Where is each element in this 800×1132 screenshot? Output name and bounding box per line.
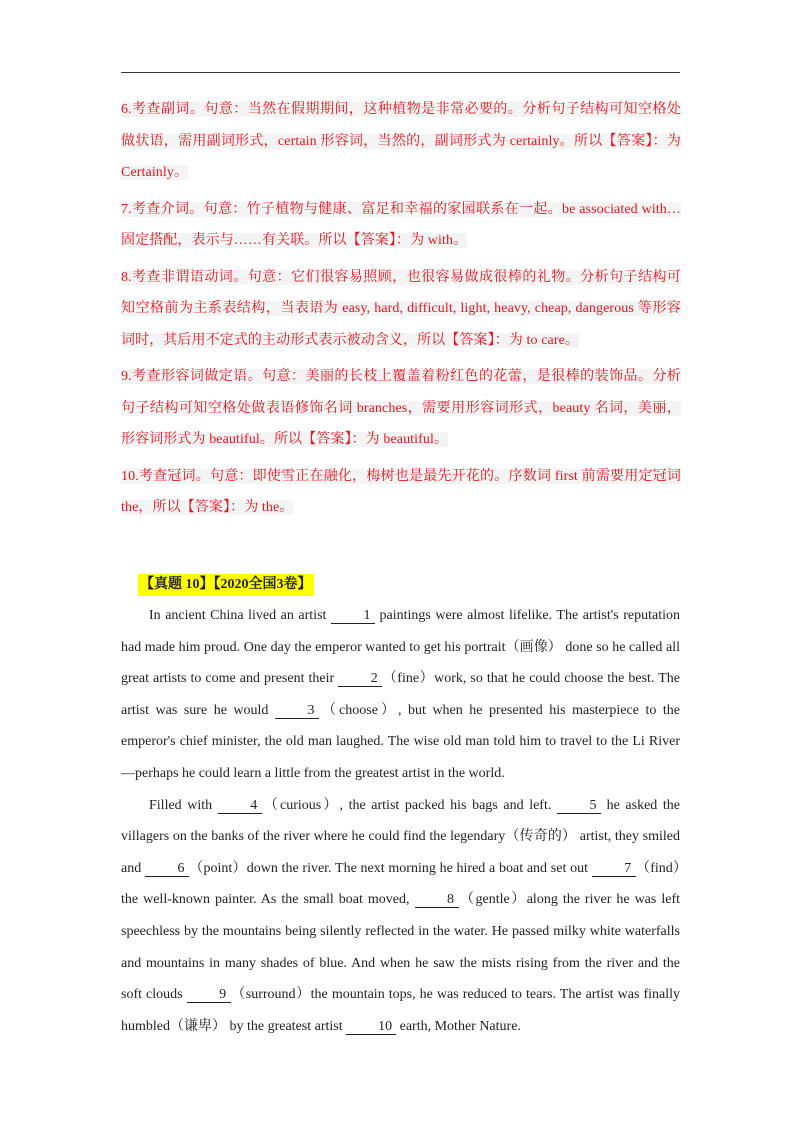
p1-text-2: paintings were almost lifelike. The artist's reputation had made him proud. One day the emperor wanted to get his portrait（画像） done so he called all great artists to come and present their: [121, 608, 680, 687]
answer-6: [121, 94, 681, 189]
header-rule: [121, 72, 680, 73]
blank-9: 9: [187, 988, 231, 1003]
answer-7-text: 7.考查介词。句意：竹子植物与健康、富足和幸福的家园联系在一起。be associated with…固定搭配，表示与……有关联。所以【答案】：为 with。: [121, 201, 681, 248]
p2-text-8: earth, Mother Nature.: [396, 1018, 521, 1034]
p2-text-2: （curious）, the artist packed his bags and left.: [261, 797, 557, 813]
blank-4: 4: [218, 799, 262, 814]
p1-text-3: （fine）work, so that he could choose the best. The artist was sure he would: [121, 671, 680, 718]
cloze-passage: [121, 600, 680, 1042]
blank-7: 7: [592, 862, 636, 877]
blank-1: 1: [331, 609, 375, 624]
p2-text-7: （surround）the mountain tops, he was reduced to tears. The artist was finally humbled（谦卑） by the greatest artist: [121, 987, 680, 1034]
p2-text-1: Filled with: [149, 797, 218, 813]
p2-text-3: he asked the villagers on the banks of the river where he could find the legendary（传奇的） artist, they smiled and: [121, 797, 680, 876]
blank-5: 5: [557, 799, 601, 814]
p2-text-5: （find）the well-known painter. As the small boat moved,: [121, 860, 680, 908]
blank-6: 6: [145, 862, 189, 877]
passage-paragraph-2: [121, 790, 680, 1043]
p1-text-4: （choose）, but when he presented his masterpiece to the emperor's chief minister, the old man laughed. The wise old man told him to travel to the Li River—perhaps he could learn a little from the greatest artist in the world.: [121, 702, 681, 781]
answer-8: [121, 262, 681, 357]
passage-paragraph-1: [121, 600, 680, 790]
answer-explanations: [121, 94, 681, 529]
answer-9-text: 9.考查形容词做定语。句意：美丽的长枝上覆盖着粉红色的花蕾，是很棒的装饰品。分析句子结构可知空格处做表语修饰名词 branches，需要用形容词形式，beauty 名词，美丽，形容词形式为 beautiful。所以【答案】：为 beautiful。: [121, 369, 681, 447]
p2-text-4: （point）down the river. The next morning he hired a boat and set out: [188, 860, 592, 876]
answer-6-text: 6.考查副词。句意：当然在假期期间，这种植物是非常必要的。分析句子结构可知空格处做状语，需用副词形式，certain 形容词，当然的，副词形式为 certainly。所以【答案】：为 Certainly。: [121, 102, 681, 180]
answer-9: [121, 361, 681, 456]
blank-2: 2: [338, 672, 382, 687]
answer-8-text: 8.考查非谓语动词。句意：它们很容易照顾，也很容易做成很棒的礼物。分析句子结构可知空格前为主系表结构，当表语为 easy, hard, difficult, light, heavy, cheap, dangerous 等形容词时，其后用不定式的主动形式表示被动含义，所以【答案】：为 to care。: [121, 269, 681, 348]
p1-text-1: In ancient China lived an artist: [149, 608, 331, 623]
question-heading: 【真题 10】【2020全国3卷】: [138, 574, 314, 596]
answer-10: [121, 461, 681, 524]
p2-text-6: （gentle）along the river he was left speechless by the mountains being silently reflected in the water. He passed milky white waterfalls and mountains in many shades of blue. And when he saw the mists rising from the river and the soft clouds: [121, 892, 680, 1003]
blank-3: 3: [275, 704, 319, 719]
answer-7: [121, 194, 681, 257]
blank-8: 8: [415, 893, 459, 908]
answer-10-text: 10.考查冠词。句意：即使雪正在融化，梅树也是最先开花的。序数词 first 前需要用定冠词 the，所以【答案】：为 the。: [121, 468, 681, 515]
blank-10: 10: [346, 1020, 396, 1035]
